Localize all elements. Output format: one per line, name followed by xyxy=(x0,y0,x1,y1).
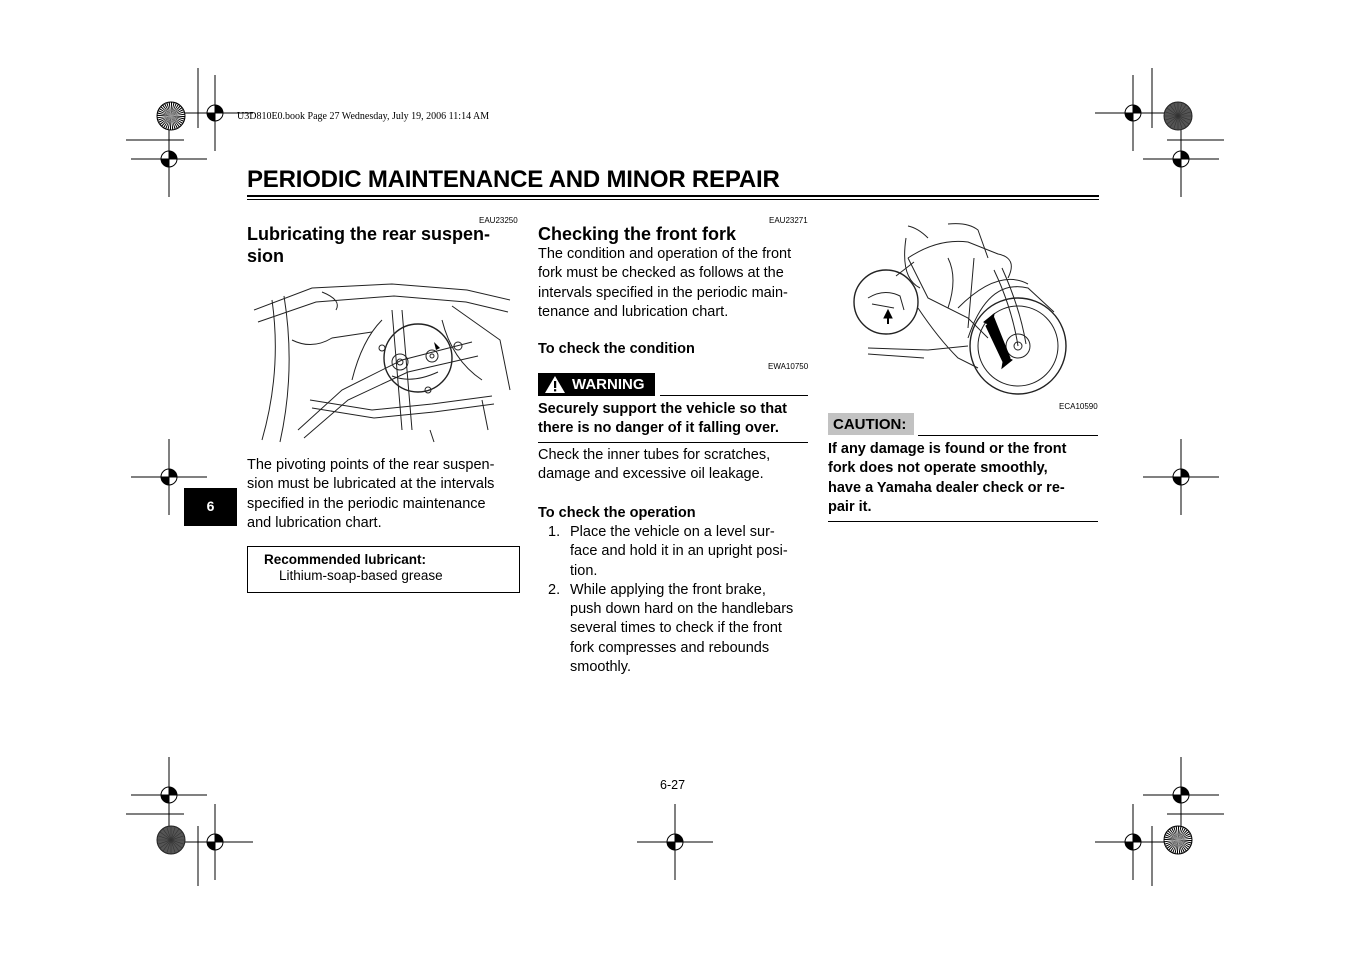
crop-registration-mark-icon xyxy=(131,757,207,833)
caution-line: have a Yamaha dealer check or re- xyxy=(828,479,1065,496)
caution-line: fork does not operate smoothly, xyxy=(828,460,1048,477)
list-item xyxy=(538,523,808,581)
warning-label: WARNING xyxy=(572,376,645,393)
body-line: sion must be lubricated at the intervals xyxy=(247,476,495,493)
title-rule-thin xyxy=(247,199,1099,200)
heading-line: Lubricating the rear suspen- xyxy=(247,224,491,244)
registration-disk-icon xyxy=(1164,826,1192,854)
step-line: While applying the front brake, xyxy=(570,581,766,598)
body-line: intervals specified in the periodic main- xyxy=(538,284,788,301)
step-line: smoothly. xyxy=(570,659,631,676)
body-line: The condition and operation of the front xyxy=(538,246,792,262)
warning-line: Securely support the vehicle so that xyxy=(538,401,787,417)
step-line: Place the vehicle on a level sur- xyxy=(570,524,775,540)
step-line: several times to check if the front xyxy=(570,620,782,637)
warning-badge xyxy=(538,373,655,396)
registration-disk-icon xyxy=(157,826,185,854)
lubricant-title: Recommended lubricant: xyxy=(264,552,427,567)
crop-registration-mark-icon xyxy=(177,804,253,880)
rear-suspension-illustration xyxy=(252,280,514,445)
body-line: Check the inner tubes for scratches, xyxy=(538,447,771,463)
warning-triangle-icon xyxy=(544,375,566,394)
body-line: The pivoting points of the rear suspen- xyxy=(247,457,495,473)
warning-line: there is no danger of it falling over. xyxy=(538,420,779,437)
caution-badge xyxy=(828,413,914,435)
chapter-tab[interactable] xyxy=(184,488,237,526)
step-number: 1. xyxy=(548,524,561,540)
crop-registration-mark-icon xyxy=(131,121,207,197)
section-code: EAU23271 xyxy=(769,216,808,225)
caution-line: pair it. xyxy=(828,498,872,515)
warning-rule-bottom xyxy=(538,442,808,443)
chapter-tab-number: 6 xyxy=(206,498,215,514)
crop-registration-mark-icon xyxy=(637,804,713,880)
lubricant-value: Lithium-soap-based grease xyxy=(279,568,443,583)
heading-line: sion xyxy=(247,246,285,266)
operation-heading: To check the operation xyxy=(538,505,696,521)
section-heading-front-fork: Checking the front fork xyxy=(538,224,737,244)
caution-code: ECA10590 xyxy=(1059,402,1098,411)
step-line: push down hard on the handlebars xyxy=(570,601,794,618)
caution-label: CAUTION: xyxy=(833,416,907,433)
crop-registration-mark-icon xyxy=(1143,757,1219,833)
crop-registration-mark-icon xyxy=(1095,804,1171,880)
file-info: U3D810E0.book Page 27 Wednesday, July 19, 2006 11:14 AM xyxy=(237,111,490,122)
condition-heading: To check the condition xyxy=(538,341,695,357)
registration-disk-icon xyxy=(1164,102,1192,130)
section-code: EAU23250 xyxy=(479,216,518,225)
rear-suspension-body xyxy=(247,456,518,533)
step-number: 2. xyxy=(548,581,561,598)
recommended-lubricant-box xyxy=(247,546,520,593)
caution-line: If any damage is found or the front xyxy=(828,441,1067,457)
caution-rule-bottom xyxy=(828,521,1098,522)
page-number: 6-27 xyxy=(660,778,686,792)
caution-rule-top xyxy=(918,435,1098,436)
step-line: tion. xyxy=(570,562,598,579)
condition-body xyxy=(538,446,808,485)
step-line: fork compresses and rebounds xyxy=(570,639,770,656)
operation-steps xyxy=(538,523,808,677)
section-heading-rear-suspension xyxy=(247,223,519,267)
step-line: face and hold it in an upright posi- xyxy=(570,543,788,560)
body-line: specified in the periodic maintenance xyxy=(247,495,486,512)
front-fork-illustration xyxy=(848,218,1076,396)
body-line: fork must be checked as follows at the xyxy=(538,265,784,282)
registration-disk-icon xyxy=(157,102,185,130)
body-line: tenance and lubrication chart. xyxy=(538,303,729,320)
warning-text xyxy=(538,400,808,439)
page-title: PERIODIC MAINTENANCE AND MINOR REPAIR xyxy=(247,166,780,193)
body-line: damage and excessive oil leakage. xyxy=(538,466,764,483)
crop-registration-mark-icon xyxy=(1143,121,1219,197)
crop-registration-mark-icon xyxy=(1143,439,1219,515)
warning-code: EWA10750 xyxy=(768,362,809,371)
crop-registration-mark-icon xyxy=(1095,75,1171,151)
warning-rule-top xyxy=(660,395,808,396)
front-fork-intro xyxy=(538,245,808,322)
title-rule-thick xyxy=(247,195,1099,197)
list-item xyxy=(538,581,808,677)
body-line: and lubrication chart. xyxy=(247,514,382,531)
caution-text xyxy=(828,440,1098,517)
